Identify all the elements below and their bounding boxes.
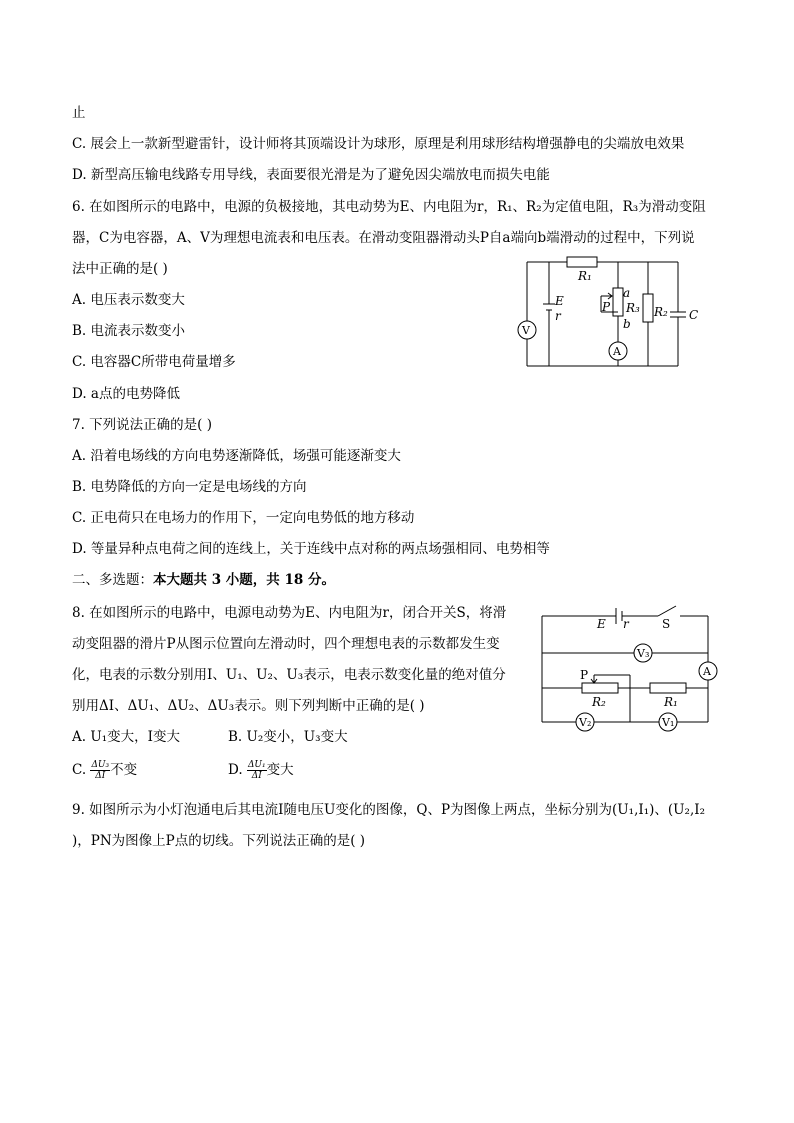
resistor-r2 (643, 294, 653, 322)
section-heading (72, 570, 335, 590)
option-c-line: C. 展会上一款新型避雷针，设计师将其顶端设计为球形，原理是利用球形结构增强静电的尖端放电效果 (72, 136, 685, 152)
label-v3: V₃ (637, 647, 650, 660)
label-c: C (689, 308, 699, 322)
question-8-option-b: B. U₂变小，U₃变大 (228, 729, 348, 745)
label-r2: R₂ (654, 305, 668, 319)
label-p: P (580, 668, 589, 682)
label-r1: R₁ (664, 695, 678, 709)
question-7-option-a: A. 沿着电场线的方向电势逐渐降低，场强可能逐渐变大 (72, 448, 401, 464)
question-7-stem: 7. 下列说法正确的是( ) (72, 417, 212, 433)
fraction-denominator: ΔI (95, 771, 106, 781)
resistor-r1 (567, 257, 597, 267)
resistor-r2 (582, 683, 618, 693)
label-v1: V₁ (662, 716, 675, 729)
question-8-stem-end: 别用ΔI、ΔU₁、ΔU₂、ΔU₃表示。则下列判断中正确的是( ) (72, 698, 425, 714)
question-8-stem-cont: 动变阻器的滑片P从图示位置向左滑动时，四个理想电表的示数都发生变 (72, 636, 500, 652)
question-8-option-a: A. U₁变大，I变大 (72, 729, 180, 745)
fraction (247, 760, 267, 781)
question-9-stem: 9. 如图所示为小灯泡通电后其电流I随电压U变化的图像，Q、P为图像上两点，坐标分别为(U₁,I₁)、(U₂,I₂ (72, 802, 705, 818)
label-v: V (522, 324, 530, 337)
fraction-numerator: ΔU₃ (91, 760, 110, 770)
question-6-stem: 6. 在如图所示的电路中，电源的负极接地，其电动势为E、内电阻为r，R₁、R₂为定值电阻，R₃为滑动变阻 (72, 199, 706, 215)
circuit-diagram-q8 (530, 598, 726, 740)
question-6-option-b: B. 电流表示数变小 (72, 323, 186, 339)
label-s: S (662, 617, 671, 631)
option-text: 变大 (266, 762, 294, 778)
question-8-stem: 8. 在如图所示的电路中，电源电动势为E、内电阻为r，闭合开关S，将滑 (72, 605, 507, 621)
question-8-option-d: D. $\frac{\text{ΔU₁}}{\Delta I}$ 变大 (228, 760, 294, 781)
question-9-stem-end: )，PN为图像上P点的切线。下列说法正确的是( ) (72, 833, 366, 849)
question-6-stem-end: 法中正确的是( ) (72, 261, 168, 277)
label-ammeter: A (703, 665, 711, 678)
question-6-stem-cont: 器，C为电容器，A、V为理想电流表和电压表。在滑动变阻器滑动头P自a端向b端滑动的过程中，下列说 (72, 230, 695, 246)
label-b-end: b (623, 317, 631, 331)
label-p: P (602, 300, 611, 314)
question-6-option-c: C. 电容器C所带电荷量增多 (72, 354, 236, 370)
label-r3: R₃ (626, 301, 640, 315)
label-e: E (555, 294, 564, 308)
label-ammeter: A (613, 345, 621, 358)
label-e: E (597, 617, 606, 631)
question-7-option-c: C. 正电荷只在电场力的作用下，一定向电势低的地方移动 (72, 510, 415, 526)
option-text: 不变 (110, 762, 138, 778)
question-8-option-c: C. $\frac{\text{ΔU₃}}{\Delta I}$ 不变 (72, 760, 138, 781)
question-7-option-d: D. 等量异种点电荷之间的连线上，关于连线中点对称的两点场强相同、电势相等 (72, 541, 550, 557)
option-d-line: D. 新型高压输电线路专用导线，表面要很光滑是为了避免因尖端放电而损失电能 (72, 167, 550, 183)
text-line: 止 (72, 105, 86, 121)
label-r: r (623, 617, 629, 631)
label-r: r (555, 309, 561, 323)
question-7-option-b: B. 电势降低的方向一定是电场线的方向 (72, 479, 307, 495)
fraction-denominator: ΔI (251, 771, 262, 781)
label-r1: R₁ (578, 269, 592, 283)
label-a-end: a (623, 286, 631, 300)
section-label: 二、多选题： (72, 572, 153, 588)
fraction (90, 760, 110, 781)
circuit-diagram-q6 (500, 248, 718, 376)
resistor-r1 (650, 683, 686, 693)
section-detail: 本大题共 3 小题，共 18 分。 (153, 572, 335, 588)
fraction-numerator: ΔU₁ (247, 760, 266, 770)
question-8-stem-cont2: 化，电表的示数分别用I、U₁、U₂、U₃表示，电表示数变化量的绝对值分 (72, 667, 506, 683)
label-v2: V₂ (579, 716, 592, 729)
question-6-option-d: D. a点的电势降低 (72, 386, 180, 402)
question-6-option-a: A. 电压表示数变大 (72, 292, 185, 308)
label-r2: R₂ (592, 695, 606, 709)
